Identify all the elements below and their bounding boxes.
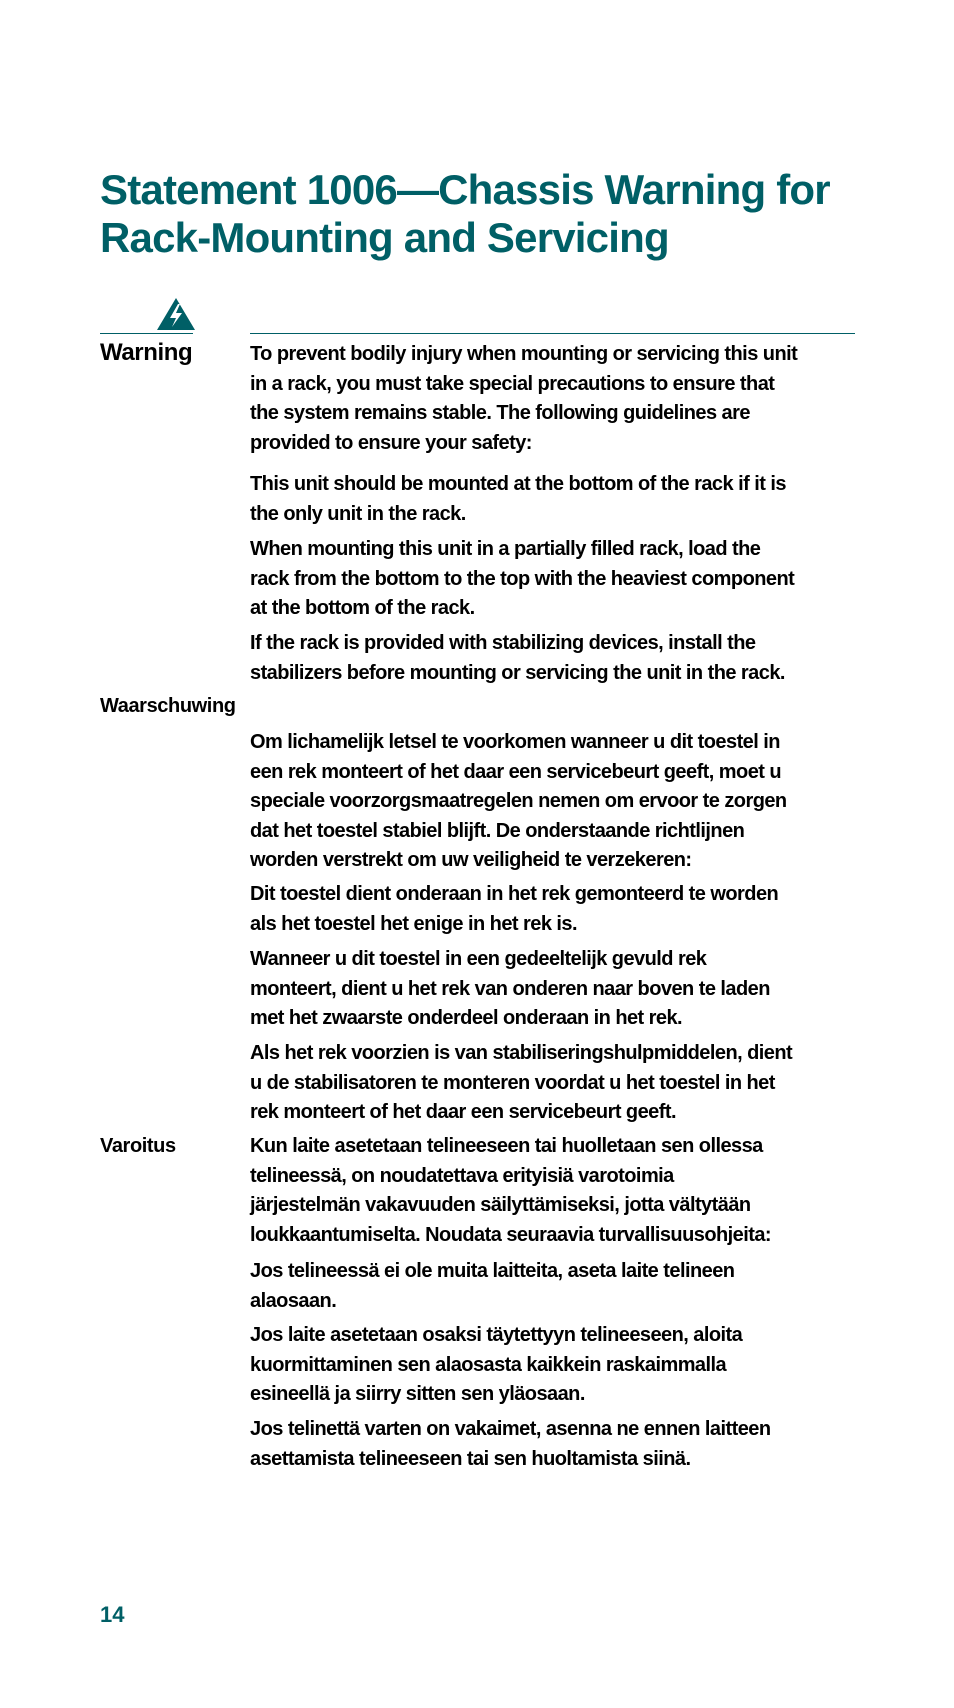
- text-line: This unit should be mounted at the bottom of the rack if it is: [250, 473, 786, 495]
- text-line: als het toestel het enige in het rek is.: [250, 912, 577, 935]
- text-line: Jos laite asetetaan osaksi täytettyyn telineeseen, aloita: [250, 1324, 743, 1346]
- text-line: Kun laite asetetaan telineeseen tai huolletaan sen ollessa: [250, 1135, 763, 1157]
- text-line: een rek monteert of het daar een servicebeurt geeft, moet u: [250, 760, 782, 783]
- text-line: järjestelmän vakavuuden säilyttämiseksi, jotta vältytään: [250, 1194, 751, 1216]
- text-line: When mounting this unit in a partially filled rack, load the: [250, 538, 761, 560]
- english-paragraph-2: [250, 535, 860, 624]
- statement-title: [100, 166, 860, 262]
- title-line: Rack-Mounting and Servicing: [100, 214, 669, 261]
- section-rule-right: [250, 333, 855, 334]
- varoitus-label: Varoitus: [100, 1135, 176, 1157]
- text-line: To prevent bodily injury when mounting or servicing this unit: [250, 343, 798, 365]
- text-line: in a rack, you must take special precautions to ensure that: [250, 372, 775, 395]
- text-line: met het zwaarste onderdeel onderaan in het rek.: [250, 1007, 683, 1029]
- text-line: provided to ensure your safety:: [250, 431, 532, 454]
- english-paragraph-1: [250, 470, 860, 529]
- text-line: Jos telinettä varten on vakaimet, asenna ne ennen laitteen: [250, 1418, 771, 1440]
- text-line: kuormittaminen sen alaosasta kaikkein raskaimmalla: [250, 1353, 727, 1376]
- dutch-paragraph-2: [250, 945, 860, 1034]
- text-line: at the bottom of the rack.: [250, 597, 475, 619]
- text-line: dat het toestel stabiel blijft. De onderstaande richtlijnen: [250, 819, 745, 842]
- finnish-paragraph-1: [250, 1257, 860, 1316]
- text-line: worden verstrekt om uw veiligheid te verzekeren:: [250, 849, 692, 871]
- text-line: the system remains stable. The following guidelines are: [250, 402, 750, 424]
- waarschuwing-label: Waarschuwing: [100, 695, 236, 717]
- title-line: Statement 1006—Chassis Warning for: [100, 166, 830, 213]
- text-line: u de stabilisatoren te monteren voordat u het toestel in het: [250, 1071, 775, 1094]
- dutch-paragraph-intro: [250, 728, 860, 876]
- text-line: rek monteert of het daar een servicebeurt geeft.: [250, 1101, 676, 1123]
- text-line: asettamista telineeseen tai sen huoltamista siinä.: [250, 1447, 691, 1470]
- text-line: If the rack is provided with stabilizing devices, install the: [250, 632, 756, 654]
- text-line: Wanneer u dit toestel in een gedeeltelijk gevuld rek: [250, 948, 707, 970]
- section-rule-left: [100, 333, 193, 334]
- page-number: 14: [100, 1602, 125, 1627]
- finnish-paragraph-3: [250, 1415, 860, 1474]
- warning-triangle-lightning-icon: [156, 297, 196, 331]
- finnish-paragraph-2: [250, 1321, 860, 1410]
- warning-label: Warning: [100, 339, 193, 366]
- text-line: stabilizers before mounting or servicing the unit in the rack.: [250, 661, 785, 684]
- text-line: rack from the bottom to the top with the heaviest component: [250, 567, 795, 590]
- text-line: esineellä ja siirry sitten sen yläosaan.: [250, 1383, 585, 1405]
- text-line: the only unit in the rack.: [250, 502, 466, 525]
- text-line: alaosaan.: [250, 1289, 337, 1312]
- english-paragraph-3: [250, 629, 860, 688]
- text-line: speciale voorzorgsmaatregelen nemen om ervoor te zorgen: [250, 790, 787, 812]
- text-line: telineessä, on noudatettava erityisiä varotoimia: [250, 1164, 674, 1187]
- text-line: Dit toestel dient onderaan in het rek gemonteerd te worden: [250, 883, 779, 905]
- text-line: loukkaantumiselta. Noudata seuraavia turvallisuusohjeita:: [250, 1223, 772, 1246]
- text-line: Jos telineessä ei ole muita laitteita, aseta laite telineen: [250, 1260, 735, 1282]
- dutch-paragraph-1: [250, 880, 860, 939]
- dutch-paragraph-3: [250, 1039, 860, 1128]
- text-line: Als het rek voorzien is van stabiliseringshulpmiddelen, dient: [250, 1042, 793, 1064]
- english-paragraph-intro: [250, 340, 860, 458]
- text-line: Om lichamelijk letsel te voorkomen wanneer u dit toestel in: [250, 731, 780, 753]
- finnish-paragraph-intro: [250, 1132, 860, 1250]
- text-line: monteert, dient u het rek van onderen naar boven te laden: [250, 977, 770, 1000]
